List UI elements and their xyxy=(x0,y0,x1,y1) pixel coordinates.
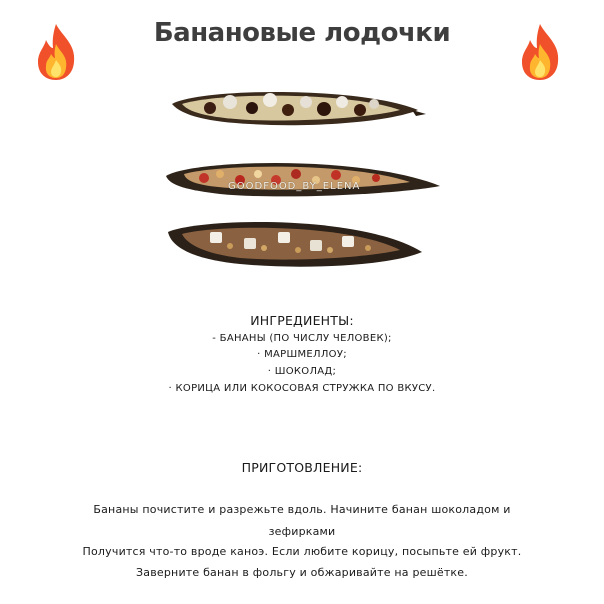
preparation-line: Заверните банан в фольгу и обжаривайте на решётке. xyxy=(136,566,468,579)
preparation-heading: ПРИГОТОВЛЕНИЕ: xyxy=(241,460,363,475)
preparation-line: зефирками xyxy=(268,525,336,538)
preparation-line: Получится что-то вроде каноэ. Если любите корицу, посыпьте ей фрукт. xyxy=(82,545,522,558)
ingredient-item: · КОРИЦА ИЛИ КОКОСОВАЯ СТРУЖКА ПО ВКУСУ. xyxy=(168,383,436,394)
watermark: GOODFOOD_BY_ELENA xyxy=(228,181,361,192)
preparation-line: Бананы почистите и разрежьте вдоль. Начините банан шоколадом и xyxy=(93,503,511,516)
banana-boat-1 xyxy=(172,92,426,125)
ingredient-item: · ШОКОЛАД; xyxy=(267,366,337,377)
ingredient-item: - БАНАНЫ (ПО ЧИСЛУ ЧЕЛОВЕК); xyxy=(212,333,392,344)
banana-boat-3 xyxy=(168,222,422,267)
page-title: Банановые лодочки xyxy=(153,18,451,48)
ingredient-item: · МАРШМЕЛЛОУ; xyxy=(257,349,347,360)
ingredients-heading: ИНГРЕДИЕНТЫ: xyxy=(250,313,354,328)
